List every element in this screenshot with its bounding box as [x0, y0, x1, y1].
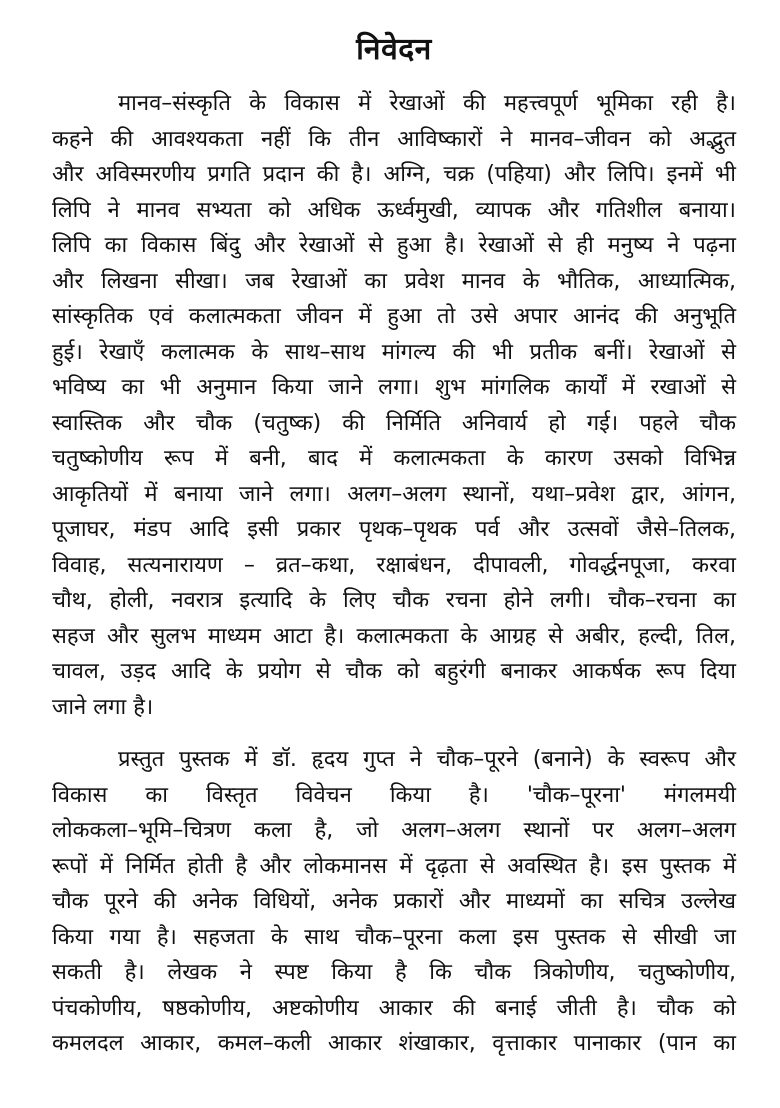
text-line: सकती है। लेखक ने स्पष्ट किया है कि चौक त्रिकोणीय, चतुष्कोणीय,	[52, 960, 736, 985]
text-line: भविष्य का भी अनुमान किया जाने लगा। शुभ मांगलिक कार्यों में रखाओं से	[52, 375, 736, 400]
text-line: कमलदल आकार, कमल–कली आकार शंखाकार, वृत्ताकार पानाकार (पान का	[52, 1031, 736, 1056]
paragraph-1	[52, 86, 736, 725]
text-line: सांस्कृतिक एवं कलात्मकता जीवन में हुआ तो उसे अपार आनंद की अनुभूति	[52, 304, 736, 329]
text-line: और लिखना सीखा। जब रेखाओं का प्रवेश मानव के भौतिक, आध्यात्मिक,	[52, 268, 736, 294]
text-line: प्रस्तुत पुस्तक में डॉ. हृदय गुप्त ने चौक–पूरने (बनाने) के स्वरूप और	[118, 747, 736, 772]
text-line: पूजाघर, मंडप आदि इसी प्रकार पृथक–पृथक पर्व और उत्सवों जैसे–तिलक,	[52, 517, 736, 542]
text-line: स्वास्तिक और चौक (चतुष्क) की निर्मिति अनिवार्य हो गई। पहले चौक	[52, 410, 736, 436]
paragraph-2	[52, 742, 736, 1062]
text-line: आकृतियों में बनाया जाने लगा। अलग–अलग स्थानों, यथा–प्रवेश द्वार, आंगन,	[52, 481, 736, 507]
text-line: लिपि ने मानव सभ्यता को अधिक ऊर्ध्वमुखी, व्यापक और गतिशील बनाया।	[52, 197, 736, 223]
text-line: रूपों में निर्मित होती है और लोकमानस में दृढ़ता से अवस्थित है। इस पुस्तक में	[52, 853, 736, 879]
text-line: सहज और सुलभ माध्यम आटा है। कलात्मकता के आग्रह से अबीर, हल्दी, तिल,	[52, 623, 736, 649]
text-line: कहने की आवश्यकता नहीं कि तीन आविष्कारों ने मानव–जीवन को अद्भुत	[52, 126, 736, 152]
text-line: चौक पूरने की अनेक विधियों, अनेक प्रकारों और माध्यमों का सचित्र उल्लेख	[52, 889, 736, 914]
text-line: चौथ, होली, नवरात्र इत्यादि के लिए चौक रचना होने लगी। चौक–रचना का	[52, 588, 736, 613]
text-line: विकास का विस्तृत विवेचन किया है। 'चौक–पूरना' मंगलमयी	[52, 782, 736, 808]
text-line: लोककला–भूमि–चित्रण कला है, जो अलग–अलग स्थानों पर अलग–अलग	[52, 818, 736, 843]
text-line: किया गया है। सहजता के साथ चौक–पूरना कला इस पुस्तक से सीखी जा	[52, 924, 736, 950]
text-line: विवाह, सत्यनारायण – व्रत–कथा, रक्षाबंधन, दीपावली, गोवर्द्धनपूजा, करवा	[52, 552, 736, 578]
text-line: लिपि का विकास बिंदु और रेखाओं से हुआ है। रेखाओं से ही मनुष्य ने पढ़ना	[52, 233, 736, 258]
text-line: मानव–संस्कृति के विकास में रेखाओं की महत्त्वपूर्ण भूमिका रही है।	[118, 91, 736, 116]
text-line: पंचकोणीय, षष्ठकोणीय, अष्टकोणीय आकार की बनाई जीती है। चौक को	[52, 995, 736, 1021]
page-title: निवेदन	[356, 32, 432, 67]
text-line: चावल, उड़द आदि के प्रयोग से चौक को बहुरंगी बनाकर आकर्षक रूप दिया	[52, 659, 736, 684]
text-line: चतुष्कोणीय रूप में बनी, बाद में कलात्मकता के कारण उसको विभिन्न	[52, 446, 736, 471]
text-line: जाने लगा है।	[52, 694, 154, 720]
text-line: और अविस्मरणीय प्रगति प्रदान की है। अग्नि, चक्र (पहिया) और लिपि। इनमें भी	[52, 162, 736, 187]
text-line: हुई। रेखाएँ कलात्मक के साथ–साथ मांगल्य की भी प्रतीक बनीं। रेखाओं से	[52, 339, 736, 365]
